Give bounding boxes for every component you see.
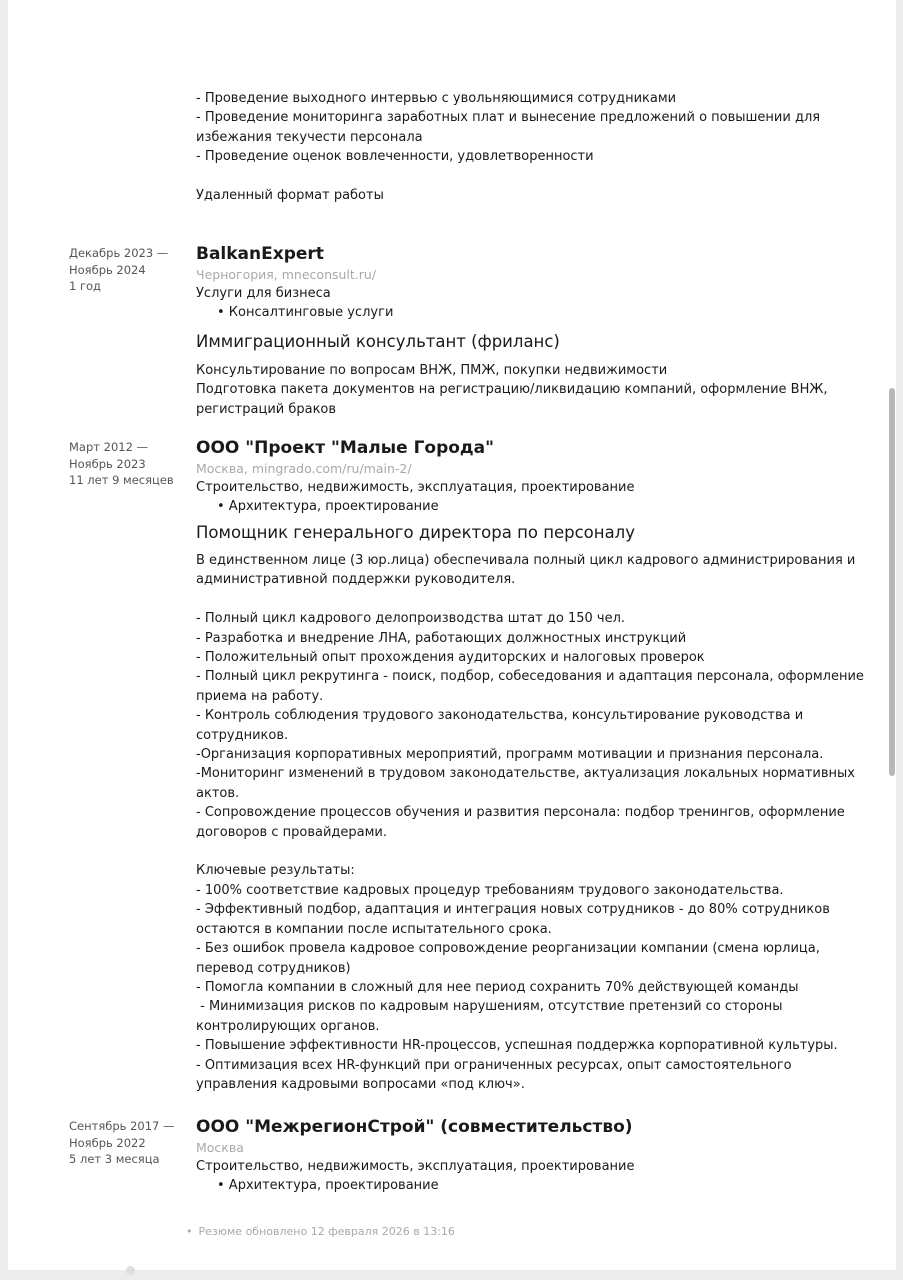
description-line: актов.: [196, 785, 240, 801]
company-name: BalkanExpert: [196, 244, 324, 264]
description-line: договоров с провайдерами.: [196, 824, 387, 840]
description-line: - 100% соответствие кадровых процедур требованиям трудового законодательства.: [196, 882, 784, 898]
date-start: Декабрь 2023 —: [69, 246, 169, 260]
description-line: административной поддержки руководителя.: [196, 572, 516, 588]
vertical-scrollbar-thumb[interactable]: [889, 388, 895, 776]
company-location: Москва: [196, 1140, 244, 1155]
experience-dates: [69, 1118, 189, 1168]
description-line: сотрудников.: [196, 727, 289, 743]
experience-body: [196, 1116, 846, 1195]
duration: 11 лет 9 месяцев: [69, 473, 174, 487]
description-line: - Помогла компании в сложный для нее период сохранить 70% действующей команды: [196, 979, 799, 995]
previous-job-description-tail: [196, 89, 846, 205]
updated-text: Резюме обновлено 12 февраля 2026 в 13:16: [198, 1225, 455, 1238]
description-line: -Организация корпоративных мероприятий, программ мотивации и признания персонала.: [196, 747, 824, 763]
description-line: регистраций браков: [196, 401, 337, 417]
date-end: Ноябрь 2024: [69, 262, 146, 277]
description-line: приема на работу.: [196, 688, 324, 704]
description-line: управления кадровыми вопросами «под ключ».: [196, 1076, 525, 1092]
description-line: Консультирование по вопросам ВНЖ, ПМЖ, покупки недвижимости: [196, 363, 668, 378]
position-title: Помощник генерального директора по персоналу: [196, 523, 635, 542]
description-line: перевод сотрудников): [196, 960, 351, 976]
experience-dates: [69, 439, 189, 489]
description-line: - Полный цикл рекрутинга - поиск, подбор, собеседования и адаптация персонала, оформление: [196, 669, 864, 685]
experience-body: [196, 437, 864, 1094]
position-title: Иммиграционный консультант (фриланс): [196, 332, 560, 351]
description-line: - Оптимизация всех HR-функций при ограниченных ресурсах, опыт самостоятельного: [196, 1057, 792, 1073]
description-line: Подготовка пакета документов на регистрацию/ликвидацию компаний, оформление ВНЖ,: [196, 382, 828, 398]
company-location-link[interactable]: Москва, mingrado.com/ru/main-2/: [196, 461, 412, 476]
description-line: В единственном лице (3 юр.лица) обеспечивала полный цикл кадрового администрирования и: [196, 553, 856, 568]
description-line: - Без ошибок провела кадровое сопровождение реорганизации компании (смена юрлица,: [196, 941, 820, 957]
description-line: - Проведение оценок вовлеченности, удовлетворенности: [196, 149, 594, 165]
date-end: Ноябрь 2022: [69, 1135, 146, 1150]
resume-page: [8, 0, 896, 1270]
experience-dates: [69, 245, 189, 295]
description-line: - Сопровождение процессов обучения и развития персонала: подбор тренингов, оформление: [196, 805, 845, 821]
date-end: Ноябрь 2023: [69, 456, 146, 471]
description-line: - Положительный опыт прохождения аудиторских и налоговых проверок: [196, 650, 705, 666]
company-industry: Строительство, недвижимость, эксплуатация, проектирование: [196, 480, 635, 495]
description-line: - Проведение мониторинга заработных плат и вынесение предложений о повышении для: [196, 110, 821, 126]
bullet-icon: •: [186, 1225, 193, 1238]
description-line: - Повышение эффективности HR-процессов, успешная поддержка корпоративной культуры.: [196, 1038, 838, 1054]
company-name: ООО "Проект "Малые Города": [196, 438, 494, 458]
company-location-link[interactable]: Черногория, mneconsult.ru/: [196, 267, 377, 282]
description-line: остаются в компании после испытательного срока.: [196, 921, 552, 937]
company-industry: Услуги для бизнеса: [196, 286, 331, 301]
description-line: - Минимизация рисков по кадровым нарушениям, отсутствие претензий со стороны: [196, 999, 783, 1015]
description-line: - Контроль соблюдения трудового законодательства, консультирование руководства и: [196, 708, 804, 724]
description-line: - Полный цикл кадрового делопроизводства штат до 150 чел.: [196, 611, 626, 627]
company-name: ООО "МежрегионСтрой" (совместительство): [196, 1117, 633, 1137]
description-line: - Разработка и внедрение ЛНА, работающих должностных инструкций: [196, 630, 687, 646]
duration: 5 лет 3 месяца: [69, 1152, 160, 1166]
resume-updated-note: [186, 1224, 455, 1240]
duration: 1 год: [69, 279, 102, 293]
company-industry: Строительство, недвижимость, эксплуатация, проектирование: [196, 1159, 635, 1174]
description-line: избежания текучести персонала: [196, 129, 423, 145]
blank-line: [196, 842, 846, 861]
company-sub-industry: • Архитектура, проектирование: [217, 499, 439, 514]
blank-line: [196, 167, 846, 186]
description-line: - Эффективный подбор, адаптация и интеграция новых сотрудников - до 80% сотрудников: [196, 902, 830, 918]
description-line: - Проведение выходного интервью с увольняющимися сотрудниками: [196, 91, 677, 106]
experience-body: [196, 243, 846, 419]
description-line: контролирующих органов.: [196, 1018, 380, 1034]
description-line: -Мониторинг изменений в трудовом законодательстве, актуализация локальных нормативных: [196, 766, 855, 782]
blank-line: [196, 590, 846, 609]
description-line: Удаленный формат работы: [196, 188, 384, 204]
company-sub-industry: • Архитектура, проектирование: [217, 1178, 439, 1193]
date-start: Март 2012 —: [69, 440, 149, 454]
page-indicator-dot: [126, 1266, 135, 1275]
company-sub-industry: • Консалтинговые услуги: [217, 305, 394, 320]
description-line: Ключевые результаты:: [196, 863, 355, 879]
date-start: Сентябрь 2017 —: [69, 1119, 175, 1133]
